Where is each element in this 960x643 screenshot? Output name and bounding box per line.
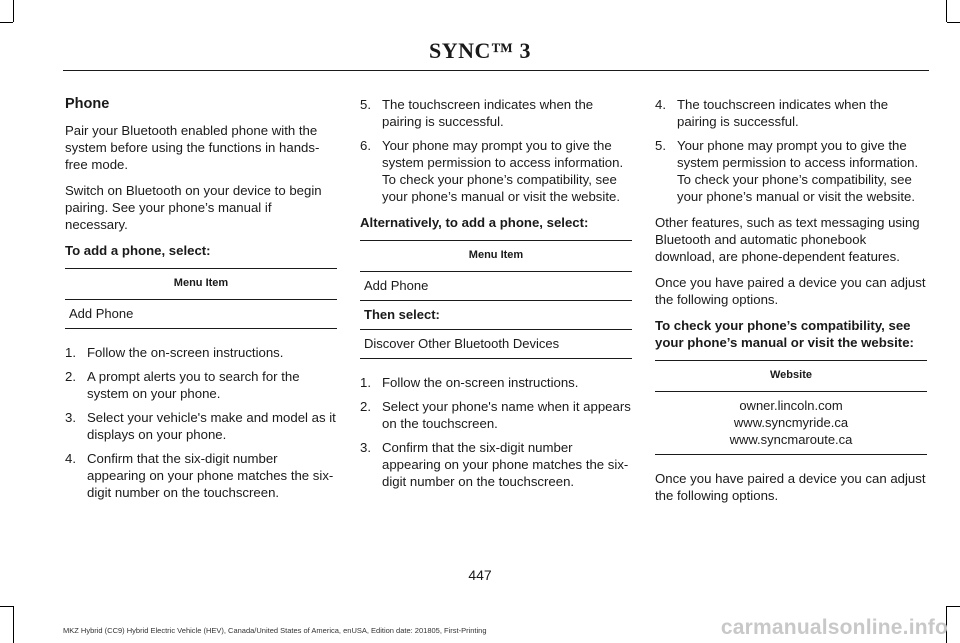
list-item: 4. The touchscreen indicates when the pairing is successful. (655, 97, 889, 129)
table-header: Menu Item (360, 241, 632, 272)
menu-table (360, 240, 632, 359)
website-link[interactable]: owner.lincoln.com (739, 398, 843, 413)
table-header: Menu Item (65, 269, 337, 300)
table-cell: Add Phone (65, 300, 337, 329)
table-cell: Then select: (360, 301, 632, 330)
crop-mark-bottom-left-v (13, 606, 14, 643)
list-item: 5. Your phone may prompt you to give the system permission to access information. To check your phone’s compatibility, see your phone’s manual or visit the website. (655, 138, 919, 204)
paragraph: Pair your Bluetooth enabled phone with the system before using the functions in hands-free mode. (65, 123, 320, 172)
list-item: 3. Confirm that the six-digit number appearing on your phone matches the six-digit number on the touchscreen. (360, 440, 629, 489)
page-number: 447 (468, 567, 492, 583)
list-item: 3. Select your vehicle's make and model as it displays on your phone. (65, 410, 336, 442)
page-header-title: SYNC™ 3 (429, 38, 531, 63)
instruction-label: Alternatively, to add a phone, select: (360, 215, 589, 230)
paragraph: Once you have paired a device you can adjust the following options. (655, 471, 926, 503)
instruction-label: To check your phone’s compatibility, see your phone’s manual or visit the website: (655, 318, 914, 350)
list-item: 1. Follow the on-screen instructions. (65, 345, 284, 360)
footer-text: MKZ Hybrid (CC9) Hybrid Electric Vehicle (HEV), Canada/United States of America, enUSA, Edition date: 201805, First-Printing (63, 626, 487, 635)
list-item: 2. Select your phone's name when it appears on the touchscreen. (360, 399, 631, 431)
list-item: 1. Follow the on-screen instructions. (360, 375, 579, 390)
crop-mark-bottom-right-h (947, 606, 960, 607)
table-cell (655, 392, 927, 455)
table-row (360, 301, 632, 330)
crop-mark-top-right-h (947, 22, 960, 23)
steps-list (655, 96, 927, 205)
table-row (360, 272, 632, 301)
crop-mark-bottom-left-h (0, 606, 13, 607)
instruction-label: To add a phone, select: (65, 243, 211, 258)
website-link[interactable]: www.syncmyride.ca (733, 415, 849, 430)
column-3 (655, 96, 927, 513)
steps-list (360, 374, 632, 490)
paragraph: Other features, such as text messaging using Bluetooth and automatic phonebook download, are phone-dependent features. (655, 215, 920, 264)
menu-table (65, 268, 337, 329)
list-item: 5. The touchscreen indicates when the pairing is successful. (360, 97, 594, 129)
section-heading: Phone (65, 96, 110, 112)
website-table (655, 360, 927, 455)
steps-list (65, 344, 337, 501)
list-item: 6. Your phone may prompt you to give the system permission to access information. To check your phone’s compatibility, see your phone’s manual or visit the website. (360, 138, 624, 204)
header-rule (63, 70, 929, 71)
steps-list (360, 96, 632, 205)
paragraph: Switch on Bluetooth on your device to begin pairing. See your phone’s manual if necessary. (65, 183, 322, 232)
column-2 (360, 96, 632, 499)
table-row (65, 300, 337, 329)
table-cell: Add Phone (360, 272, 632, 301)
column-1 (65, 96, 337, 510)
list-item: 2. A prompt alerts you to search for the system on your phone. (65, 369, 300, 401)
website-link[interactable]: www.syncmaroute.ca (729, 432, 853, 447)
crop-mark-top-left-h (0, 22, 13, 23)
table-header: Website (655, 361, 927, 392)
crop-mark-top-right-v (946, 0, 947, 22)
table-cell: Discover Other Bluetooth Devices (360, 330, 632, 359)
table-row (360, 330, 632, 359)
paragraph: Once you have paired a device you can adjust the following options. (655, 275, 926, 307)
list-item: 4. Confirm that the six-digit number appearing on your phone matches the six-digit number on the touchscreen. (65, 451, 334, 500)
watermark: carmanualsonline.info (720, 616, 948, 639)
table-row (655, 392, 927, 455)
crop-mark-top-left-v (13, 0, 14, 22)
